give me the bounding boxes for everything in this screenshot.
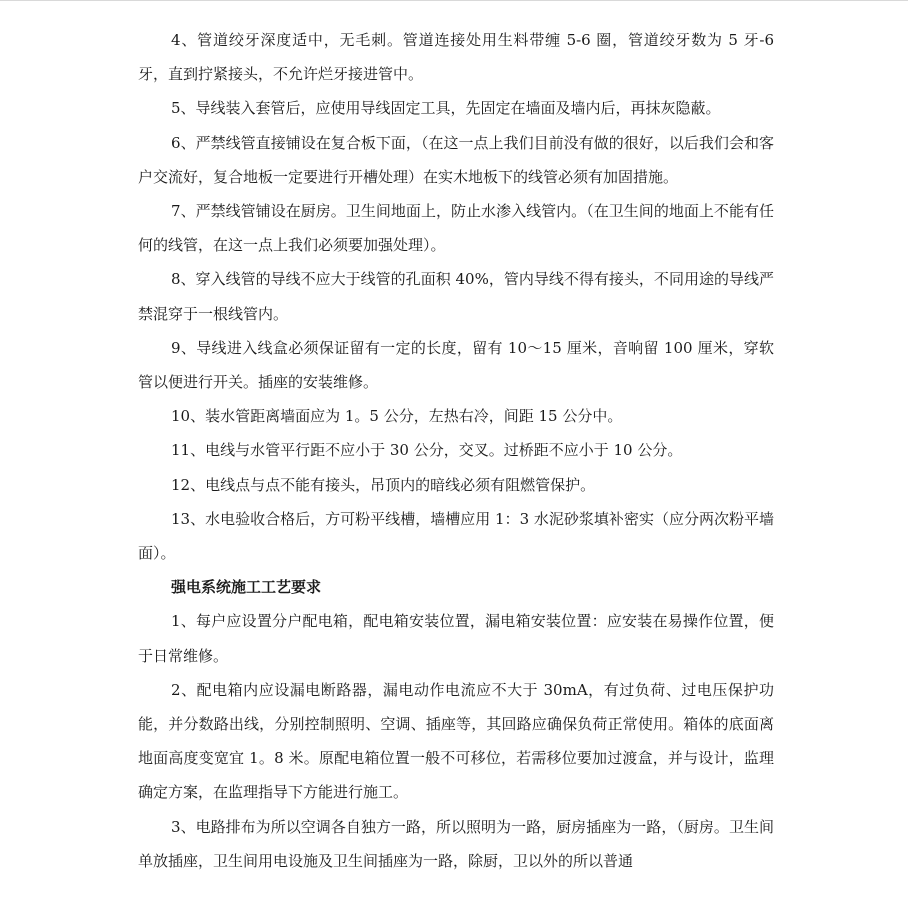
top-border-line bbox=[0, 0, 908, 1]
paragraph-item-8: 8、穿入线管的导线不应大于线管的孔面积 40%，管内导线不得有接头，不同用途的导线严禁混穿于一根线管内。 bbox=[138, 270, 774, 323]
paragraph-item-6: 6、严禁线管直接铺设在复合板下面，（在这一点上我们目前没有做的很好，以后我们会和客户交流好，复合地板一定要进行开槽处理）在实木地板下的线管必须有加固措施。 bbox=[138, 133, 774, 186]
paragraph-item-4: 4、管道绞牙深度适中，无毛刺。管道连接处用生料带缠 5-6 圈，管道绞牙数为 5 牙-6 牙，直到拧紧接头，不允许烂牙接进管中。 bbox=[138, 31, 774, 84]
section-paragraph-1: 1、每户应设置分户配电箱，配电箱安装位置，漏电箱安装位置：应安装在易操作位置，便于日常维修。 bbox=[138, 612, 774, 665]
paragraph-item-12: 12、电线点与点不能有接头，吊顶内的暗线必须有阻燃管保护。 bbox=[171, 475, 596, 494]
paragraph-item-10: 10、装水管距离墙面应为 1。5 公分，左热右冷，间距 15 公分中。 bbox=[171, 407, 623, 426]
document-page bbox=[138, 23, 774, 878]
section-paragraph-2: 2、配电箱内应设漏电断路器，漏电动作电流应不大于 30mA，有过负荷、过电压保护功能，并分数路出线，分别控制照明、空调、插座等，其回路应确保负荷正常使用。箱体的底面离地面高度变宽宜 1。8 米。原配电箱位置一般不可移位，若需移位要加过渡盒，并与设计，监理确定方案，在监理指导下方能进行施工。 bbox=[138, 680, 774, 802]
paragraph-item-7: 7、严禁线管铺设在厨房。卫生间地面上，防止水渗入线管内。（在卫生间的地面上不能有任何的线管，在这一点上我们必须要加强处理）。 bbox=[138, 202, 774, 255]
paragraph-item-9: 9、导线进入线盒必须保证留有一定的长度，留有 10～15 厘米，音响留 100 厘米，穿软管以便进行开关。插座的安装维修。 bbox=[138, 338, 774, 392]
paragraph-item-5: 5、导线装入套管后，应使用导线固定工具，先固定在墙面及墙内后，再抹灰隐蔽。 bbox=[171, 99, 721, 118]
paragraph-item-13: 13、水电验收合格后，方可粉平线槽，墙槽应用 1：3 水泥砂浆填补密实（应分两次粉平墙面）。 bbox=[138, 509, 774, 563]
paragraph-item-11: 11、电线与水管平行距不应小于 30 公分，交叉。过桥距不应小于 10 公分。 bbox=[171, 441, 683, 460]
section-heading: 强电系统施工工艺要求 bbox=[171, 578, 322, 597]
section-paragraph-3: 3、电路排布为所以空调各自独方一路，所以照明为一路，厨房插座为一路，（厨房。卫生间单放插座，卫生间用电设施及卫生间插座为一路，除厨，卫以外的所以普通 bbox=[138, 817, 774, 870]
